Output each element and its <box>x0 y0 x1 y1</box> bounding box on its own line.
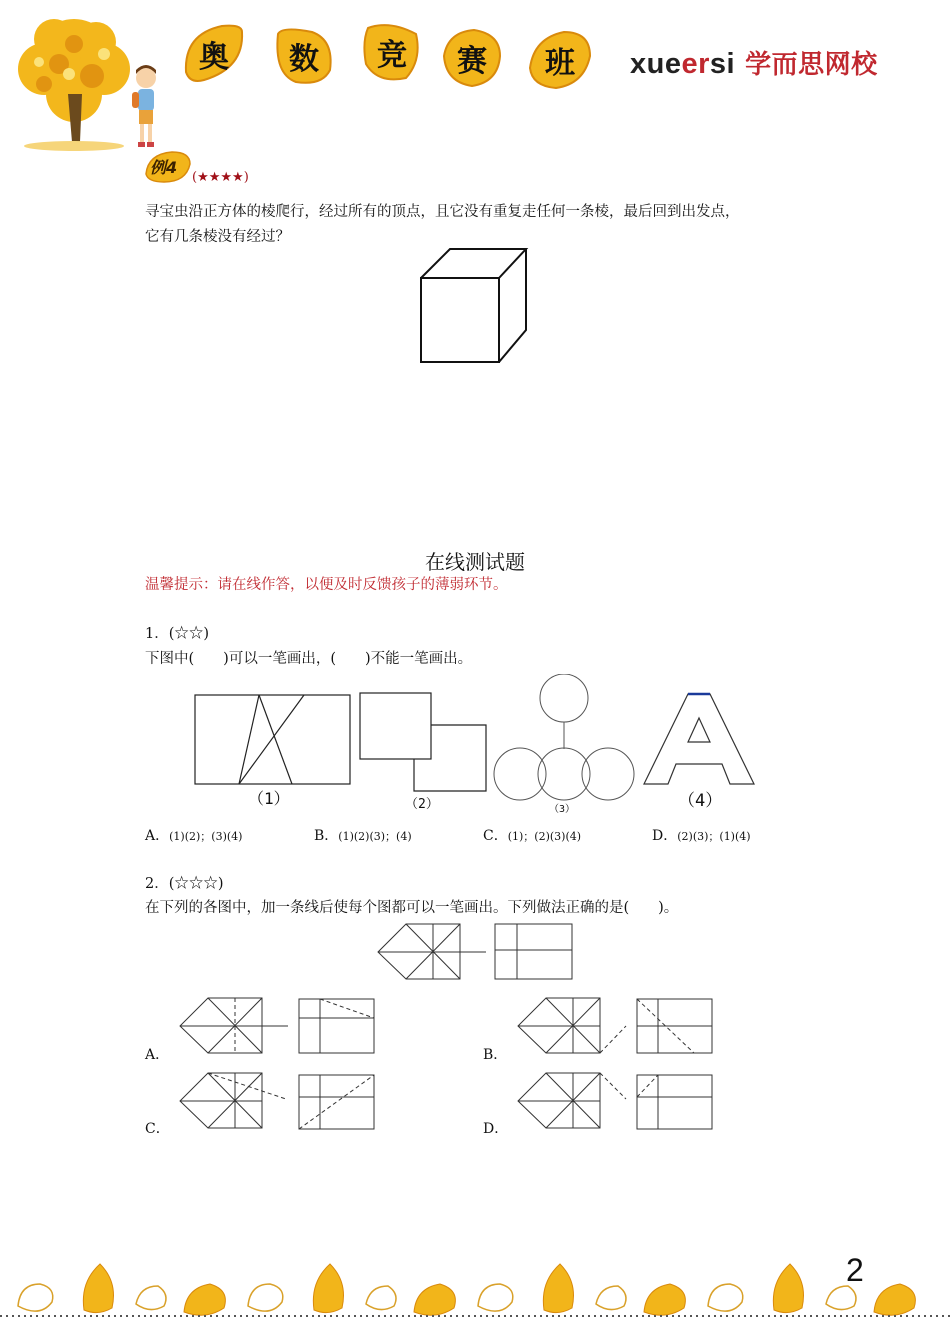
q1-figure-4 <box>642 690 756 786</box>
q1-figure-3 <box>493 674 637 802</box>
q2-option-b[interactable]: B． <box>483 1047 508 1063</box>
brand-latin-b: er <box>681 48 710 80</box>
q2-text: 在下列的各图中，加一条线后使每个图都可以一笔画出。下列做法正确的是( )。 <box>145 900 679 916</box>
q1-figure-1-label: （1） <box>248 789 290 808</box>
brand-logo <box>630 44 878 81</box>
q2-option-d[interactable]: D． <box>483 1121 509 1137</box>
title-char: 奥 <box>199 40 229 75</box>
q1-option-letter: D． <box>652 828 678 844</box>
test-heading: 在线测试题 <box>425 550 525 574</box>
q1-figure-4-label: （4） <box>678 791 723 811</box>
brand-latin-c: si <box>709 48 736 80</box>
cube-figure <box>418 246 532 366</box>
q1-figure-3-label: （3） <box>549 804 576 815</box>
footer-leaf-border <box>0 1250 950 1344</box>
q1-option-value: (1)；(2)(3)(4) <box>507 830 582 843</box>
example-badge-label: 例4 <box>150 158 178 177</box>
q1-option-b[interactable] <box>314 825 412 845</box>
autumn-tree-illustration <box>14 14 134 154</box>
q2-option-d-figure <box>516 1071 716 1133</box>
q1-figure-1 <box>194 694 352 786</box>
q2-option-c[interactable]: C． <box>145 1121 170 1137</box>
q1-figure-2-label: （2） <box>405 797 439 812</box>
title-char: 赛 <box>457 44 487 79</box>
q1-option-letter: A． <box>145 828 170 844</box>
title-char: 数 <box>289 42 319 77</box>
q1-option-letter: B． <box>314 828 339 844</box>
q2-option-c-figure <box>178 1071 378 1133</box>
title-leaf-5 <box>528 28 592 92</box>
boy-figure-illustration <box>128 62 164 152</box>
q2-option-a-figure <box>178 996 378 1058</box>
q1-option-value: (1)(2)；(3)(4) <box>169 830 243 843</box>
q1-figure-2 <box>359 692 489 794</box>
q1-option-c[interactable] <box>483 825 581 845</box>
q2-base-figure <box>376 922 576 982</box>
q2-number: 2．(☆☆☆) <box>145 876 224 892</box>
title-leaf-1 <box>182 22 246 86</box>
example-stars: (★★★★) <box>192 170 249 185</box>
q1-option-value: (2)(3)；(1)(4) <box>677 830 751 843</box>
title-leaf-3 <box>360 20 424 84</box>
test-hint: 温馨提示：请在线作答，以便及时反馈孩子的薄弱环节。 <box>145 577 508 593</box>
q2-option-b-figure <box>516 996 716 1058</box>
example-text-line2: 它有几条棱没有经过？ <box>145 229 290 245</box>
title-leaf-4 <box>440 26 504 90</box>
example-text-line1: 寻宝虫沿正方体的棱爬行，经过所有的顶点，且它没有重复走任何一条棱，最后回到出发点， <box>145 204 740 220</box>
q2-option-a[interactable]: A． <box>145 1047 170 1063</box>
title-char: 竞 <box>377 38 407 73</box>
example-badge <box>144 150 192 184</box>
title-leaf-2 <box>272 24 336 88</box>
page-number: 2 <box>846 1252 864 1288</box>
title-char: 班 <box>545 46 575 81</box>
brand-latin-a: xue <box>630 48 682 80</box>
brand-cn: 学而思网校 <box>745 50 878 80</box>
q1-option-a[interactable] <box>145 825 242 845</box>
q1-option-d[interactable] <box>652 825 751 845</box>
q1-option-value: (1)(2)(3)；(4) <box>338 830 412 843</box>
q1-number: 1．(☆☆) <box>145 626 210 642</box>
q1-option-letter: C． <box>483 828 508 844</box>
q1-text: 下图中( )可以一笔画出，( )不能一笔画出。 <box>145 651 473 667</box>
